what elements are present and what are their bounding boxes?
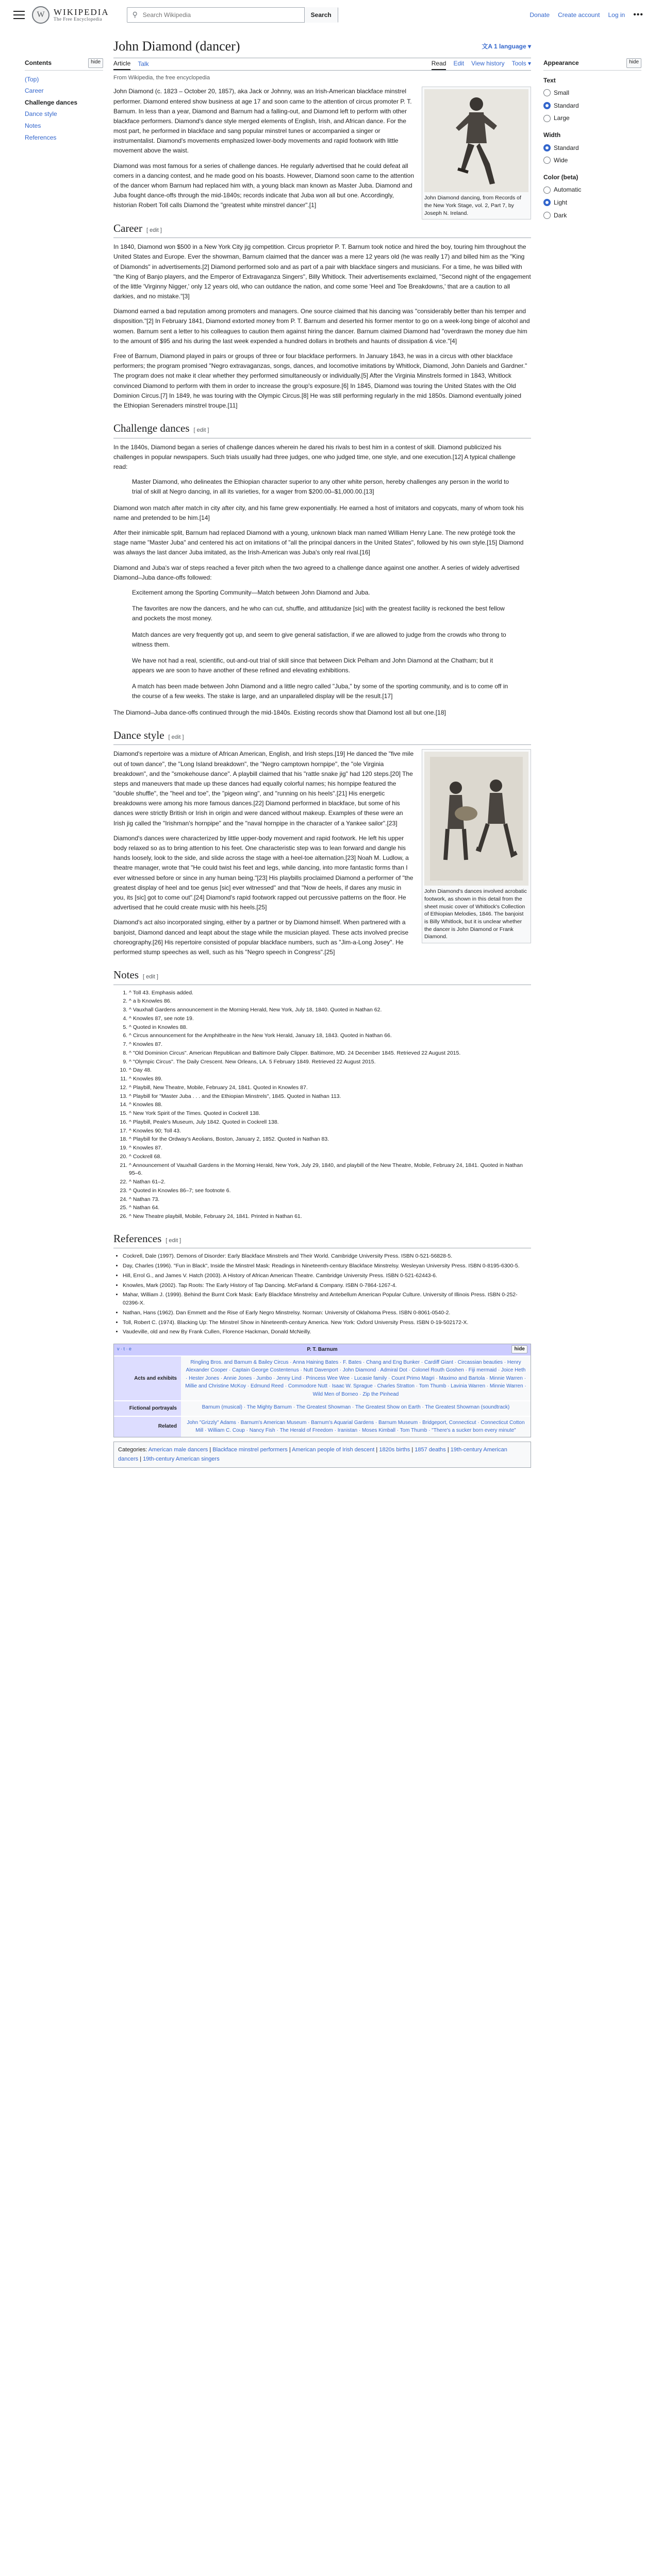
note-item: 22. ^ Nathan 61–2. (129, 1178, 531, 1187)
toc-item-references[interactable]: References (25, 133, 57, 141)
width-option[interactable]: Standard (543, 143, 641, 153)
reference-item[interactable]: • Vaudeville, old and new By Frank Cullen, Florence Hackman, Donald McNeilly. (123, 1328, 531, 1336)
navbox-list[interactable]: John "Grizzly" Adams · Barnum's American Museum · Barnum's Aquarial Gardens · Barnum Museum · Bridgeport, Connecticut · Connecticut Cotton Mill · William C. Coup · Nancy Fish · The Herald of Freedom · Iranistan · Moses Kimball · Tom Thumb · "There's a sucker born every minute" (181, 1417, 531, 1437)
edit-section-link[interactable]: [ edit ] (146, 227, 162, 233)
radio-button[interactable] (543, 199, 551, 206)
text-size-option[interactable]: Standard (543, 101, 641, 111)
tab-read[interactable]: Read (432, 59, 446, 71)
intro-paragraph: John Diamond (c. 1823 – October 20, 1857), aka Jack or Johnny, was an Irish-American blackface minstrel performer. Diamond entered show business at age 17 and soon came to the attention of circus promoter P. T. Barnum. In less than a year, Diamond and Barnum had a falling-out, and Diamond left to perform with other blackface performers. Diamond's dance style merged elements of English, Irish, and African dance. For the most part, he performed in blackface and sang popular minstrel tunes or accompanied a singer or instrumentalist. Diamond's movements emphasized lower-body movements and rapid footwork with little movement above the waist. (113, 88, 412, 155)
text-size-option[interactable]: Large (543, 113, 641, 123)
note-item: 14. ^ Knowles 88. (129, 1101, 531, 1109)
toc-item-top[interactable]: (Top) (25, 75, 39, 83)
color-option[interactable]: Dark (543, 211, 641, 221)
text-size-label: Text (543, 76, 556, 84)
category-link[interactable]: 1857 deaths (415, 1446, 446, 1453)
language-button[interactable]: 文A 1 language ▾ (482, 42, 531, 50)
style-paragraph: Diamond's dances were characterized by little upper-body movement and rapid footwork. He left his upper body relaxed so as to bring attention to his feet. One characteristic step was to lean forward and dangle his hands loosely, look to the side, and slide across the stage with a heel-toe alternation.[23] Noah M. Ludlow, a theatre manager, wrote that "He could twist his feet and legs, while dancing, into more fantastic forms than I ever witnessed before or since in any human being."[23] His playbills proclaimed Diamond a performer of "the greatest display of heel and toe genus [sic] ever witnessed" and that "Now de heels, if dares any music in you, its [sic] got to come out".[24] Diamond's rapid footwork rapped out percussive patterns on the floor. He advertised that he could create music with his heels.[25] (113, 834, 413, 911)
section-heading-notes: Notes [ edit ] (113, 967, 531, 985)
navbox-group-label: Acts and exhibits (114, 1357, 181, 1401)
note-item: 19. ^ Knowles 87. (129, 1144, 531, 1153)
toc-item-career[interactable]: Career (25, 87, 44, 95)
note-item: 13. ^ Playbill for "Master Juba . . . and the Ethiopian Minstrels", 1845. Quoted in Nathan 113. (129, 1093, 531, 1101)
category-link[interactable]: American people of Irish descent (292, 1446, 375, 1453)
tab-edit[interactable]: Edit (453, 59, 465, 67)
toc-item-challenge-dances[interactable]: Challenge dances (25, 98, 78, 106)
reference-item: • Hill, Errol G., and James V. Hatch (2003). A History of African American Theatre. Cambridge University Press. ISBN 0-521-62443-6. (123, 1272, 531, 1280)
note-item: 12. ^ Playbill, New Theatre, Mobile, February 24, 1841. Quoted in Knowles 87. (129, 1084, 531, 1092)
section-heading-career: Career [ edit ] (113, 220, 531, 239)
appearance-hide-button[interactable]: hide (626, 58, 641, 68)
wikipedia-logo[interactable] (32, 6, 109, 24)
tagline: The Free Encyclopedia (54, 16, 102, 22)
note-item: 5. ^ Quoted in Knowles 88. (129, 1024, 531, 1032)
tab-article[interactable]: Article (113, 59, 130, 71)
radio-button[interactable] (543, 187, 551, 194)
site-header (0, 0, 662, 30)
section-heading-challenge-dances: Challenge dances [ edit ] (113, 420, 531, 438)
tab-tools[interactable]: Tools ▾ (511, 59, 531, 67)
reference-item: • Toll, Robert C. (1974). Blacking Up: The Minstrel Show in Nineteenth-century America. New York: Oxford University Press. ISBN 0-19-502172-X. (123, 1319, 531, 1327)
note-item: 25. ^ Nathan 64. (129, 1204, 531, 1212)
note-item: 11. ^ Knowles 89. (129, 1075, 531, 1083)
references-list (113, 1252, 531, 1336)
note-item: 3. ^ Vauxhall Gardens announcement in the Morning Herald, New York, July 18, 1840. Quoted in Nathan 62. (129, 1006, 531, 1014)
radio-button[interactable] (543, 102, 551, 109)
career-paragraph: In 1840, Diamond won $500 in a New York City jig competition. Circus proprietor P. T. Barnum took notice and hired the boy, touring him throughout the United States and Europe. Ever the showman, Barnum claimed that the dancer was a mere 12 years old (he was really 17) and billed him as the "King of Diamonds" in advertisements.[2] Diamond performed solo and as part of a pair with blackface singers and musicians. For a time, he was billed with "the King of Banjo players, and the Emperor of Extravaganza Singers", Billy Whitlock. Their advertisements exclaimed, "Second night of the engagement of the little 'Virginny Nigger,' only 12 years old, who can outdance the nation, and come some 'Heel and Toe Breakdowns,' that are a caution to all darkies, and no mistake."[3] (113, 243, 531, 300)
toc-hide-button[interactable]: hide (88, 58, 103, 68)
search-button[interactable]: Search (304, 7, 338, 23)
color-option[interactable]: Automatic (543, 185, 641, 195)
table-of-contents (25, 58, 103, 143)
note-item: 8. ^ "Old Dominion Circus". American Republican and Baltimore Daily Clipper. Baltimore, MD. 24 December 1845. Retrieved 22 August 2015. (129, 1049, 531, 1058)
note-item: 15. ^ New York Spirit of the Times. Quoted in Cockrell 138. (129, 1110, 531, 1118)
lead-image-box (422, 87, 531, 219)
appearance-panel (543, 58, 641, 227)
toc-item-notes[interactable]: Notes (25, 122, 41, 129)
note-item: 1. ^ Toll 43. Emphasis added. (129, 989, 531, 997)
dance-image-box (422, 749, 531, 943)
categories-label[interactable]: Categories: (118, 1446, 147, 1453)
challenge-paragraph: After their inimicable split, Barnum had replaced Diamond with a young, unknown black man named William Henry Lane. The new protégé took the stage name "Master Juba" and centered his act on imitations of "all the principal dancers in the United States", followed by his own style.[15] Diamond was always the last dancer Juba imitated, as the Irish-American was Juba's only real rival.[16] (113, 529, 524, 556)
toc-item-dance-style[interactable]: Dance style (25, 110, 57, 118)
page-title: John Diamond (dancer) (113, 39, 240, 54)
note-item: 24. ^ Nathan 73. (129, 1196, 531, 1204)
note-item: 2. ^ a b Knowles 86. (129, 997, 531, 1006)
career-paragraph: Free of Barnum, Diamond played in pairs or groups of three or four blackface performers. In January 1843, he was in a circus with other blackface performers; the program promised "Negro extravaganzas, songs, dances, and locomotive imitations by Whitlock, Diamond, John Daniels and Gardner." The program does not make it clear whether they performed simultaneously or individually.[5] After the Virginia Minstrels formed in 1843, Whitlock convinced Diamond to perform with them in order to increase the group's exposure.[6] In 1845, Diamond was touring the United States with the Old Dominion Circus.[7] In 1849, he was touring with the Olympic Circus.[8] He was still performing regularly in the mid 1850s. Diamond eventually joined the Ethiopian Serenaders minstrel troupe.[11] (113, 352, 527, 409)
radio-button[interactable] (543, 157, 551, 164)
width-option[interactable]: Wide (543, 156, 641, 165)
navbox-vte-links[interactable]: v · t · e (117, 1346, 132, 1352)
newspaper-quote: Match dances are very frequently got up, and seem to give general satisfaction, if we are allowed to judge from the crowds who throng to witness them. (132, 631, 506, 648)
text-size-option[interactable]: Small (543, 88, 641, 98)
note-item: 21. ^ Announcement of Vauxhall Gardens in the Morning Herald, New York, July 29, 1840, and playbill of the New Theatre, Mobile, February 24, 1841. Quoted in Nathan 95–6. (129, 1162, 531, 1178)
whitlock-sheet-music-image[interactable] (424, 752, 528, 886)
dance-image-caption: John Diamond's dances involved acrobatic footwork, as shown in this detail from the sheet music cover of Whitlock's Collection of Ethiopian Melodies, 1846. The banjoist is Billy Whitlock, but it is unclear whether the dancer is John Diamond or Frank Diamond. (424, 888, 527, 940)
challenge-paragraph: Diamond and Juba's war of steps reached a fever pitch when the two agreed to a challenge dance against one another. A series of widely advertised Diamond–Juba dance-offs followed: (113, 564, 520, 581)
navbox-title[interactable]: P. T. Barnum (307, 1347, 338, 1353)
note-item: 10. ^ Day 48. (129, 1066, 531, 1075)
wikipedia-globe-icon: W (32, 6, 49, 24)
section-heading-dance-style: Dance style [ edit ] (113, 727, 531, 745)
career-paragraph: Diamond earned a bad reputation among promoters and managers. One source claimed that his dancing was "considerably better than his temper and disposition."[2] In February 1841, Diamond extorted money from P. T. Barnum and deserted his former mentor to go on a week-long binge of alcohol and women. Barnum sent a letter to his colleagues to caution them against hiring the dancer. Barnum claimed Diamond had "overdrawn the money due him to the amount of $95 and his during the last week expended a hundred dollars in brothels and haunts of dissipation & vice."[4] (113, 308, 530, 345)
toc-title: Contents (25, 59, 52, 66)
note-item: 4. ^ Knowles 87, see note 19. (129, 1015, 531, 1023)
donate-link[interactable]: Donate (529, 11, 550, 19)
intro-paragraph: Diamond was most famous for a series of challenge dances. He regularly advertised that he could defeat all comers in a dancing contest, and he made good on his boasts. However, Diamond soon came to the attention of the dancer whom Barnum had replaced him with, a young black man known as Master Juba. Diamond and Juba fought dance-offs through the mid-1840s; records indicate that Juba won all but one. Accordingly, historian Robert Toll calls Diamond the "greatest white minstrel dancer".[1] (113, 162, 415, 209)
radio-button[interactable] (543, 144, 551, 151)
note-item: 16. ^ Playbill, Peale's Museum, July 1842. Quoted in Cockrell 138. (129, 1118, 531, 1127)
width-label: Width (543, 131, 561, 139)
note-item: 7. ^ Knowles 87. (129, 1041, 531, 1049)
from-wikipedia: From Wikipedia, the free encyclopedia (113, 75, 210, 81)
note-item: 20. ^ Cockrell 68. (129, 1153, 531, 1161)
newspaper-quote: A match has been made between John Diamond and a little negro called "Juba," by some of the sporting community, and is to come off in the course of a few weeks. The stake is large, and an unparalleled display will be the result.[17] (132, 683, 508, 700)
note-item: 23. ^ Quoted in Knowles 86–7; see footnote 6. (129, 1187, 531, 1195)
note-item: 26. ^ New Theatre playbill, Mobile, February 24, 1841. Printed in Nathan 61. (129, 1213, 531, 1221)
categories-box: Categories: American male dancers | Blackface minstrel performers | American people of Irish descent | 1820s births | 1857 deaths | 19th-century American dancers | 19th-century American singers (113, 1442, 531, 1468)
edit-section-link[interactable]: [ edit ] (143, 974, 158, 980)
edit-section-link[interactable]: [ edit ] (168, 734, 184, 740)
edit-section-link[interactable]: [ edit ] (166, 1237, 181, 1244)
more-options-icon[interactable]: ••• (633, 10, 643, 19)
navbox-group-label: Fictional portrayals (114, 1401, 181, 1416)
category-link[interactable]: 1820s births (379, 1446, 410, 1453)
section-heading-references: References [ edit ] (113, 1230, 531, 1249)
article (113, 30, 531, 1468)
reference-item: • Knowles, Mark (2002). Tap Roots: The Early History of Tap Dancing. McFarland & Company. ISBN 0-7864-1267-4. (123, 1282, 531, 1290)
category-link[interactable]: American male dancers (148, 1446, 208, 1453)
category-link[interactable]: 19th-century American singers (143, 1456, 220, 1463)
challenge-paragraph: The Diamond–Juba dance-offs continued through the mid-1840s. Existing records show that Diamond lost all but one.[18] (113, 708, 446, 716)
edit-section-link[interactable]: [ edit ] (193, 427, 209, 434)
newspaper-quote: We have not had a real, scientific, out-and-out trial of skill since that between Dick Pelham and John Diamond at the Chatham; but it appears we are soon to have another of these refined and elevating exhibitions. (132, 656, 493, 674)
challenge-quote: Master Diamond, who delineates the Ethiopian character superior to any other white person, hereby challenges any person in the world to trial of skill at Negro dancing, in all its varieties, for a wager from $200.00–$1,000.00.[13] (132, 478, 509, 496)
navbox-list[interactable]: Barnum (musical) · The Mighty Barnum · The Greatest Showman · The Greatest Show on Earth · The Greatest Showman (soundtrack) (181, 1401, 531, 1416)
newspaper-quote: Excitement among the Sporting Community—Match between John Diamond and Juba. (132, 588, 370, 596)
john-diamond-portrait[interactable] (424, 89, 528, 192)
note-item: 17. ^ Knowles 90; Toll 43. (129, 1127, 531, 1136)
note-item: 18. ^ Playbill for the Ordway's Aeolians, Boston, January 2, 1852. Quoted in Nathan 83. (129, 1136, 531, 1144)
note-item: 6. ^ Circus announcement for the Amphitheatre in the New York Herald, January 18, 1843. Quoted in Nathan 66. (129, 1032, 531, 1040)
tab-view-history[interactable]: View history (471, 59, 505, 67)
challenge-paragraph: In the 1840s, Diamond began a series of challenge dances wherein he dared his rivals to best him in a contest of skill. Diamond publicized his challenges in popular newspapers. Such trials usually had three judges, one who judged time, one style, and one execution.[12] A typical challenge read: (113, 443, 516, 471)
navbox-list[interactable]: Ringling Bros. and Barnum & Bailey Circus · Anna Haining Bates · F. Bates · Chang and Eng Bunker · Cardiff Giant · Circassian beauties · Henry Alexander Cooper · Captain George Costentenus · Nutt Davenport · John Diamond · Admiral Dot · Colonel Routh Goshen · Fiji mermaid · Joice Heth · Hester Jones · Annie Jones · Jumbo · Jenny Lind · Princess Wee Wee · Lucasie family · Count Primo Magri · Maximo and Bartola · Minnie Warren · Millie and Christine McKoy · Edmund Reed · Commodore Nutt · Isaac W. Sprague · Charles Stratton · Tom Thumb · Lavinia Warren · Minnie Warren · Wild Men of Borneo · Zip the Pinhead (181, 1357, 531, 1401)
color-label: Color (beta) (543, 173, 578, 181)
newspaper-quote: The favorites are now the dancers, and he who can cut, shuffle, and attitudanize [sic] with the greatest facility is reckoned the best fellow and pockets the most money. (132, 605, 505, 622)
navbox-group-label: Related (114, 1417, 181, 1437)
notes-list (113, 989, 531, 1221)
lead-image-caption: John Diamond dancing, from Records of the New York Stage, vol. 2, Part 7, by Joseph N. Ireland. (424, 195, 521, 216)
color-option[interactable]: Light (543, 198, 641, 208)
category-link[interactable]: Blackface minstrel performers (212, 1446, 288, 1453)
radio-button[interactable] (543, 115, 551, 122)
style-paragraph: Diamond's repertoire was a mixture of African American, English, and Irish steps.[19] He danced the "five mile out of town dance", the "Long Island breakdown", the "Negro camptown hornpipe", the "ole Virginia breakdown", and the "smokehouse dance". A playbill claimed that his "rattle snake jig" had 120 steps.[20] The steps and maneuvers that made up these dances had equally colorful names; his hornpipe featured the "double shuffle", the "heel and toe", the "pigeon wing", and "running on his heels".[21] His energetic breakdowns were among his more famous dances.[22] Diamond performed in blackface, but some of his dances were strictly British or Irish in origin and were danced without makeup. Examples of these were an Irish jig called the "Irishman's hornpipe" and the "naval hornpipe in the character of a Yankee sailor".[23] (113, 750, 414, 827)
style-paragraph: Diamond's act also incorporated singing, either by a partner or by Diamond himself. When partnered with a banjoist, Diamond danced and leapt about the stage while the musician played. These acts involved precise choreography.[26] His repertoire consisted of popular blackface numbers, such as "Jim-a-Long Josey". He performed stump speeches as well, such as his "Negro speech in Congress".[25] (113, 919, 409, 956)
barnum-navbox (113, 1344, 531, 1437)
appearance-title: Appearance (543, 59, 579, 66)
login-link[interactable]: Log in (608, 11, 625, 19)
search-icon: ⚲ (132, 10, 138, 19)
reference-item: • Mahar, William J. (1999). Behind the Burnt Cork Mask: Early Blackface Minstrelsy and Antebellum American Popular Culture. University of Illinois Press. ISBN 0-252-02396-X. (123, 1291, 531, 1308)
wordmark: WIKIPEDIA (54, 7, 109, 17)
radio-button[interactable] (543, 212, 551, 219)
tab-talk[interactable]: Talk (138, 60, 149, 67)
challenge-paragraph: Diamond won match after match in city after city, and his fame grew exponentially. He earned a host of imitators and copycats, many of whom took his name and pretended to be him.[14] (113, 504, 524, 521)
note-item: 9. ^ "Olympic Circus". The Daily Crescent. New Orleans, LA. 5 February 1849. Retrieved 22 August 2015. (129, 1058, 531, 1066)
search-bar (127, 7, 338, 23)
category-link[interactable]: 19th-century American dancers (118, 1446, 507, 1463)
reference-item: • Nathan, Hans (1962). Dan Emmett and the Rise of Early Negro Minstrelsy. Norman: University of Oklahoma Press. ISBN 0-8061-0540-2. (123, 1309, 531, 1317)
reference-item: • Cockrell, Dale (1997). Demons of Disorder: Early Blackface Minstrels and Their World. Cambridge University Press. ISBN 0-521-56828-5. (123, 1252, 531, 1261)
create-account-link[interactable]: Create account (558, 11, 600, 19)
navbox-hide-button[interactable]: hide (511, 1345, 527, 1353)
main-menu-icon[interactable] (13, 11, 25, 19)
radio-button[interactable] (543, 89, 551, 96)
reference-item: • Day, Charles (1996). "Fun in Black", Inside the Minstrel Mask: Readings in Nineteenth-century Blackface Minstrelsy. Wesleyan University Press. ISBN 0-8195-6300-5. (123, 1262, 531, 1270)
search-input[interactable] (143, 11, 304, 19)
